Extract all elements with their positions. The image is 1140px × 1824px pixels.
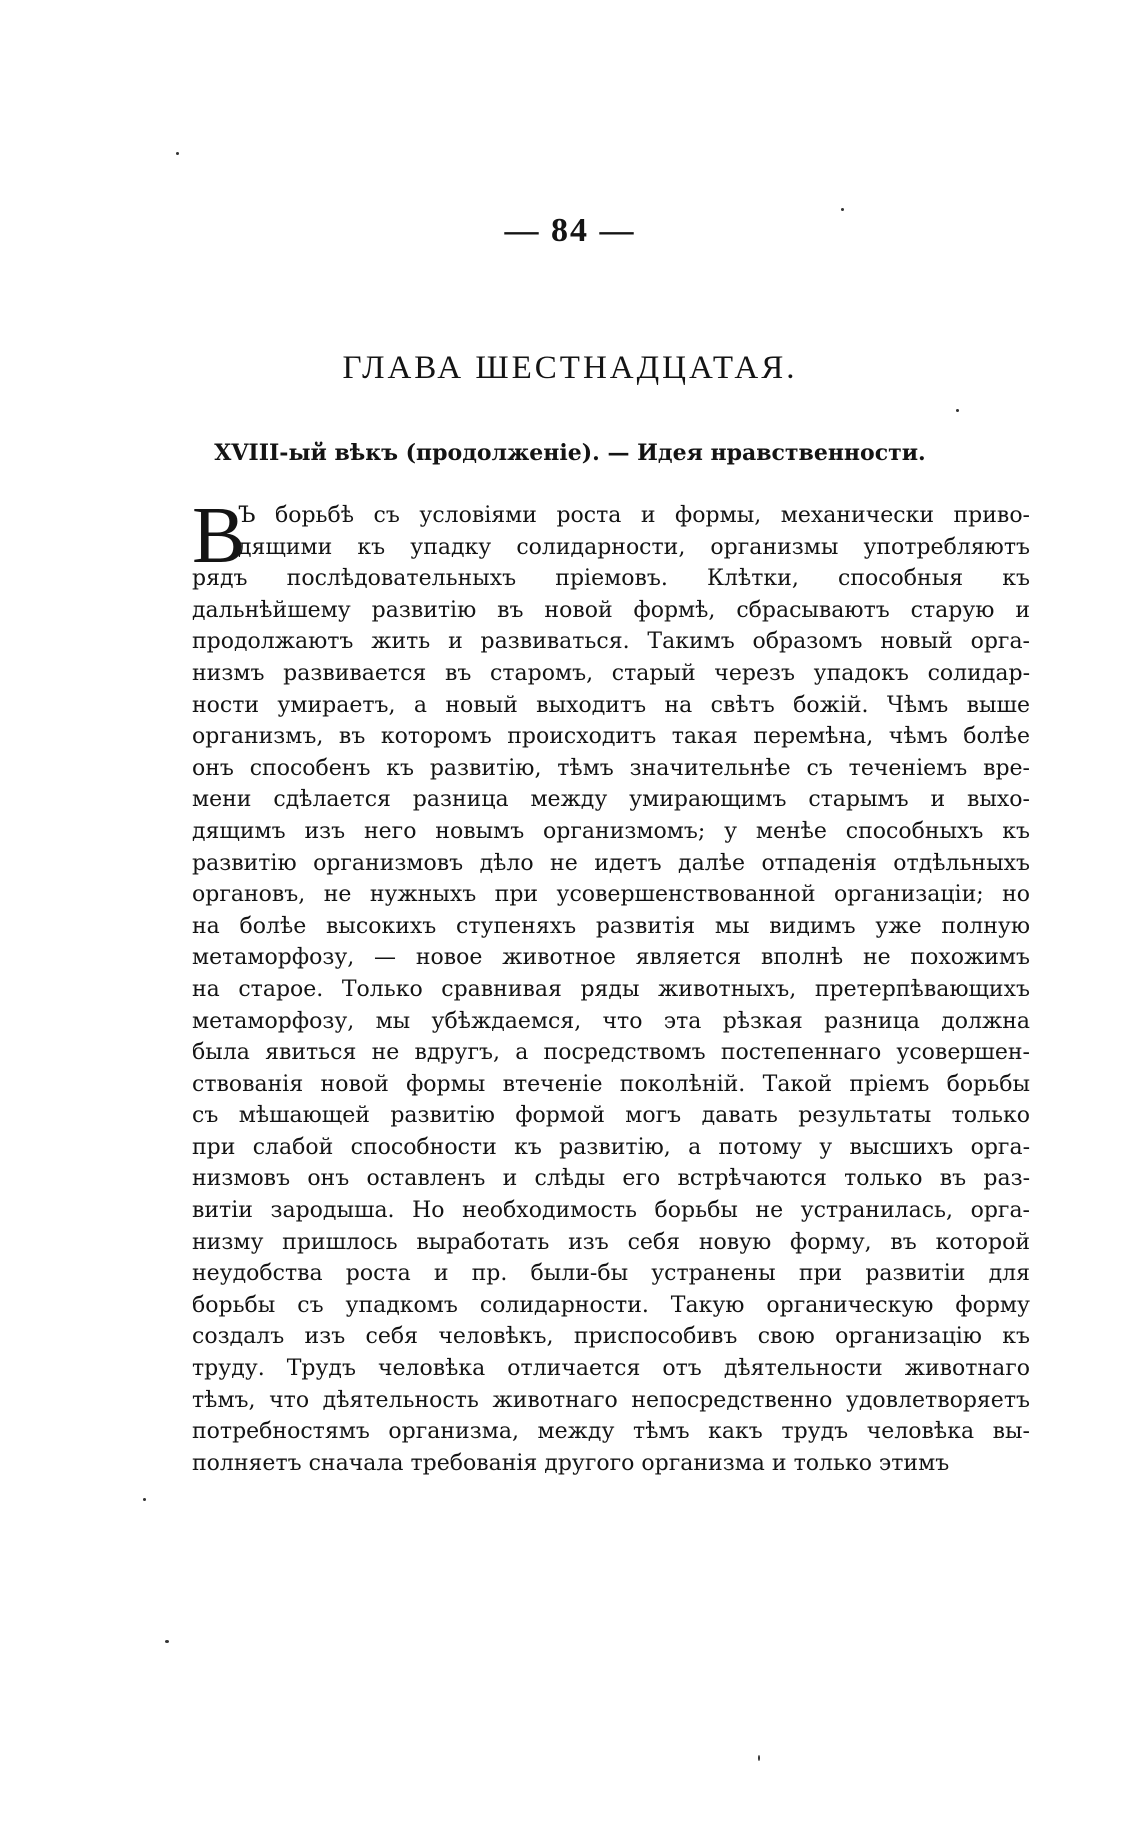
text-line: организмъ, въ которомъ происходитъ такая перемѣна, чѣмъ болѣе — [192, 724, 1030, 750]
body-text — [192, 492, 1030, 1479]
text-line: потребностямъ организма, между тѣмъ какъ трудъ человѣка вы- — [192, 1419, 1030, 1445]
text-line: онъ способенъ къ развитію, тѣмъ значительнѣе съ теченіемъ вре- — [192, 755, 1030, 781]
scan-speck — [758, 1755, 760, 1761]
scan-speck — [143, 1498, 146, 1501]
text-line: труду. Трудъ человѣка отличается отъ дѣятельности животнаго — [192, 1356, 1030, 1382]
text-line: продолжаютъ жить и развиваться. Такимъ образомъ новый орга- — [192, 629, 1030, 655]
text-line: на болѣе высокихъ ступеняхъ развитія мы видимъ уже полную — [192, 913, 1030, 939]
page-number: — 84 — — [504, 212, 636, 249]
drop-cap: В — [192, 492, 246, 580]
chapter-title: ГЛАВА ШЕСТНАДЦАТАЯ. — [342, 350, 798, 386]
text-line: на старое. Только сравнивая ряды животныхъ, претерпѣвающихъ — [192, 976, 1030, 1002]
text-line: съ мѣшающей развитію формой могъ давать результаты только — [192, 1103, 1030, 1129]
text-line: развитію организмовъ дѣло не идетъ далѣе отпаденія отдѣльныхъ — [192, 850, 1030, 876]
text-line: дальнѣйшему развитію въ новой формѣ, сбрасываютъ старую и — [192, 597, 1030, 623]
text-line: дящимъ изъ него новымъ организмомъ; у менѣе способныхъ къ — [192, 818, 1030, 844]
text-line: дящими къ упадку солидарности, организмы употребляютъ — [238, 534, 1030, 560]
text-line: была явиться не вдругъ, а посредствомъ постепеннаго усовершен- — [192, 1040, 1030, 1066]
scan-speck — [165, 1640, 169, 1643]
text-line: ствованія новой формы втеченіе поколѣній. Такой пріемъ борьбы — [192, 1071, 1030, 1097]
text-line: низму пришлось выработать изъ себя новую форму, въ которой — [192, 1229, 1030, 1255]
text-line: тѣмъ, что дѣятельность животнаго непосредственно удовлетворяетъ — [192, 1387, 1030, 1413]
text-lines — [192, 492, 1030, 1479]
scan-speck — [841, 208, 844, 211]
text-line: борьбы съ упадкомъ солидарности. Такую органическую форму — [192, 1292, 1030, 1318]
text-line: метаморфозу, — новое животное является вполнѣ не похожимъ — [192, 945, 1030, 971]
text-line: органовъ, не нужныхъ при усовершенствованной организаціи; но — [192, 882, 1030, 908]
text-line: создалъ изъ себя человѣкъ, приспособивъ свою организацію къ — [192, 1324, 1030, 1350]
text-line: при слабой способности къ развитію, а потому у высшихъ орга- — [192, 1134, 1030, 1160]
text-line: Ъ борьбѣ съ условіями роста и формы, механически приво- — [238, 503, 1030, 528]
text-line: рядъ послѣдовательныхъ пріемовъ. Клѣтки, способныя къ — [192, 566, 1030, 592]
text-line: витіи зародыша. Но необходимость борьбы не устранилась, орга- — [192, 1198, 1030, 1224]
text-line: ности умираетъ, а новый выходитъ на свѣтъ божій. Чѣмъ выше — [192, 692, 1030, 718]
text-line: низмовъ онъ оставленъ и слѣды его встрѣчаются только въ раз- — [192, 1166, 1030, 1192]
text-line: метаморфозу, мы убѣждаемся, что эта рѣзкая разница должна — [192, 1008, 1030, 1034]
chapter-subtitle: XVIII-ый вѣкъ (продолженіе). — Идея нравственности. — [214, 440, 926, 466]
text-line: низмъ развивается въ старомъ, старый черезъ упадокъ солидар- — [192, 660, 1030, 686]
text-line: мени сдѣлается разница между умирающимъ старымъ и выхо- — [192, 787, 1030, 813]
scan-speck — [176, 152, 179, 155]
scan-speck — [956, 409, 959, 412]
text-line: полняетъ сначала требованія другого организма и только этимъ — [192, 1450, 950, 1476]
text-line: неудобства роста и пр. были-бы устранены при развитіи для — [192, 1261, 1030, 1287]
